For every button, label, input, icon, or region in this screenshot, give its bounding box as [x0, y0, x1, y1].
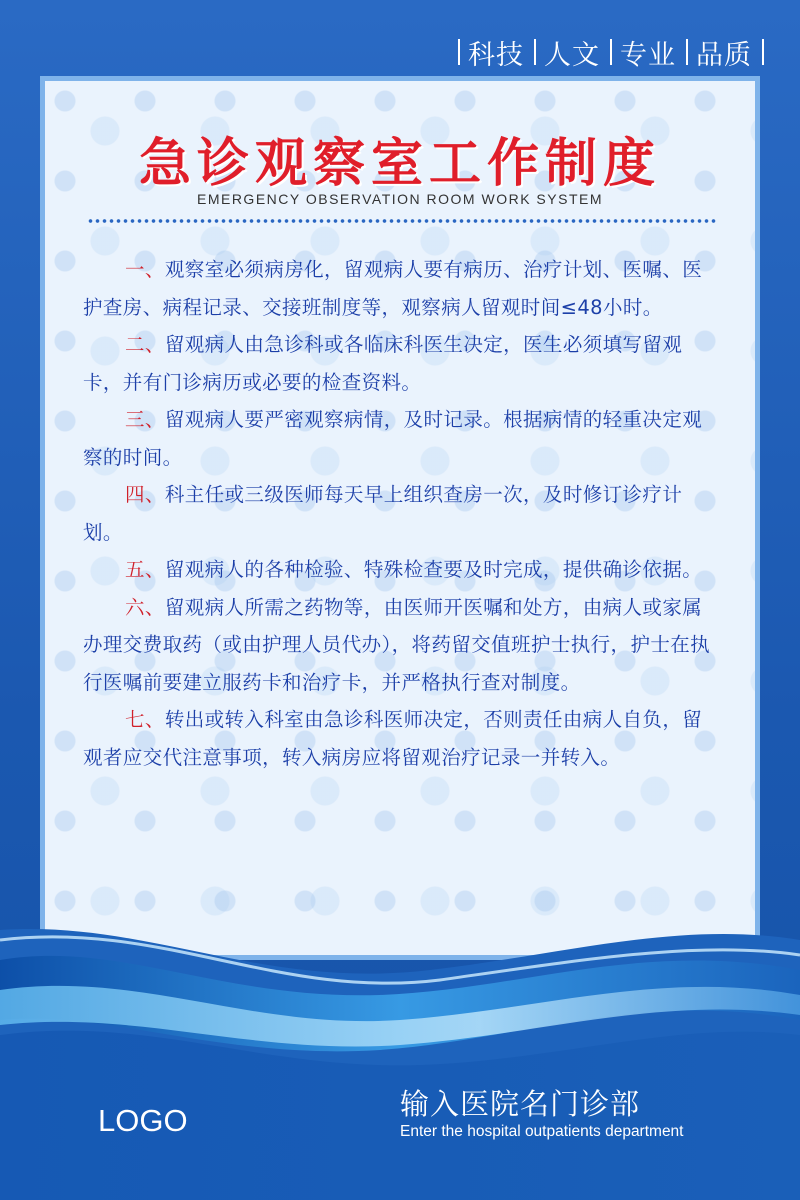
content-panel: [40, 76, 760, 960]
rule-item: [83, 251, 715, 326]
tagline-item: 专业: [610, 33, 676, 72]
rule-number: 二、: [125, 333, 165, 356]
rule-item: [83, 326, 715, 401]
rule-number: 六、: [125, 595, 165, 619]
rule-item: [83, 589, 715, 702]
rule-item: [83, 701, 715, 776]
rule-item: [83, 551, 715, 589]
hospital-name-en: Enter the hospital outpatients department: [400, 1123, 684, 1140]
tagline-item: 品质: [686, 33, 764, 72]
rule-number: 三、: [125, 408, 165, 431]
rule-text: 留观病人要严密观察病情，及时记录。根据病情的轻重决定观察的时间。: [83, 408, 703, 469]
rule-text: 留观病人由急诊科或各临床科医生决定，医生必须填写留观卡，并有门诊病历或必要的检查资料。: [83, 333, 683, 394]
rule-item: [83, 401, 715, 476]
page-title: 急诊观察室工作制度: [138, 134, 661, 194]
wave-decoration: [0, 900, 800, 1200]
rule-text: 留观病人的各种检验、特殊检查要及时完成，提供确诊依据。: [164, 558, 703, 581]
rule-text: 观察室必须病房化，留观病人要有病历、治疗计划、医嘱、医护查房、病程记录、交接班制度等，观察病人留观时间≤48小时。: [83, 258, 703, 319]
rule-text: 科主任或三级医师每天早上组织查房一次，及时修订诊疗计划。: [83, 483, 683, 544]
logo: LOGO: [98, 1103, 188, 1138]
tagline-item: 科技: [458, 33, 524, 72]
rule-number: 四、: [125, 483, 165, 506]
rule-number: 七、: [125, 708, 165, 731]
content-panel-inner: [45, 81, 755, 955]
page-subtitle: EMERGENCY OBSERVATION ROOM WORK SYSTEM: [196, 191, 603, 207]
hospital-name: 输入医院名门诊部: [400, 1087, 641, 1121]
rule-text: 转出或转入科室由急诊科医师决定，否则责任由病人自负，留观者应交代注意事项，转入病房应将留观治疗记录一并转入。: [83, 708, 703, 769]
tagline: [458, 30, 764, 74]
rule-text: 留观病人所需之药物等，由医师开医嘱和处方，由病人或家属办理交费取药（或由护理人员代办），将药留交值班护士执行，护士在执行医嘱前要建立服药卡和治疗卡，并严格执行查对制度。: [83, 595, 711, 694]
dotted-divider: [87, 219, 717, 223]
rule-number: 一、: [125, 258, 165, 281]
tagline-item: 人文: [534, 33, 600, 72]
rule-item: [83, 476, 715, 551]
rules-list: [83, 251, 715, 776]
rule-number: 五、: [125, 558, 165, 581]
